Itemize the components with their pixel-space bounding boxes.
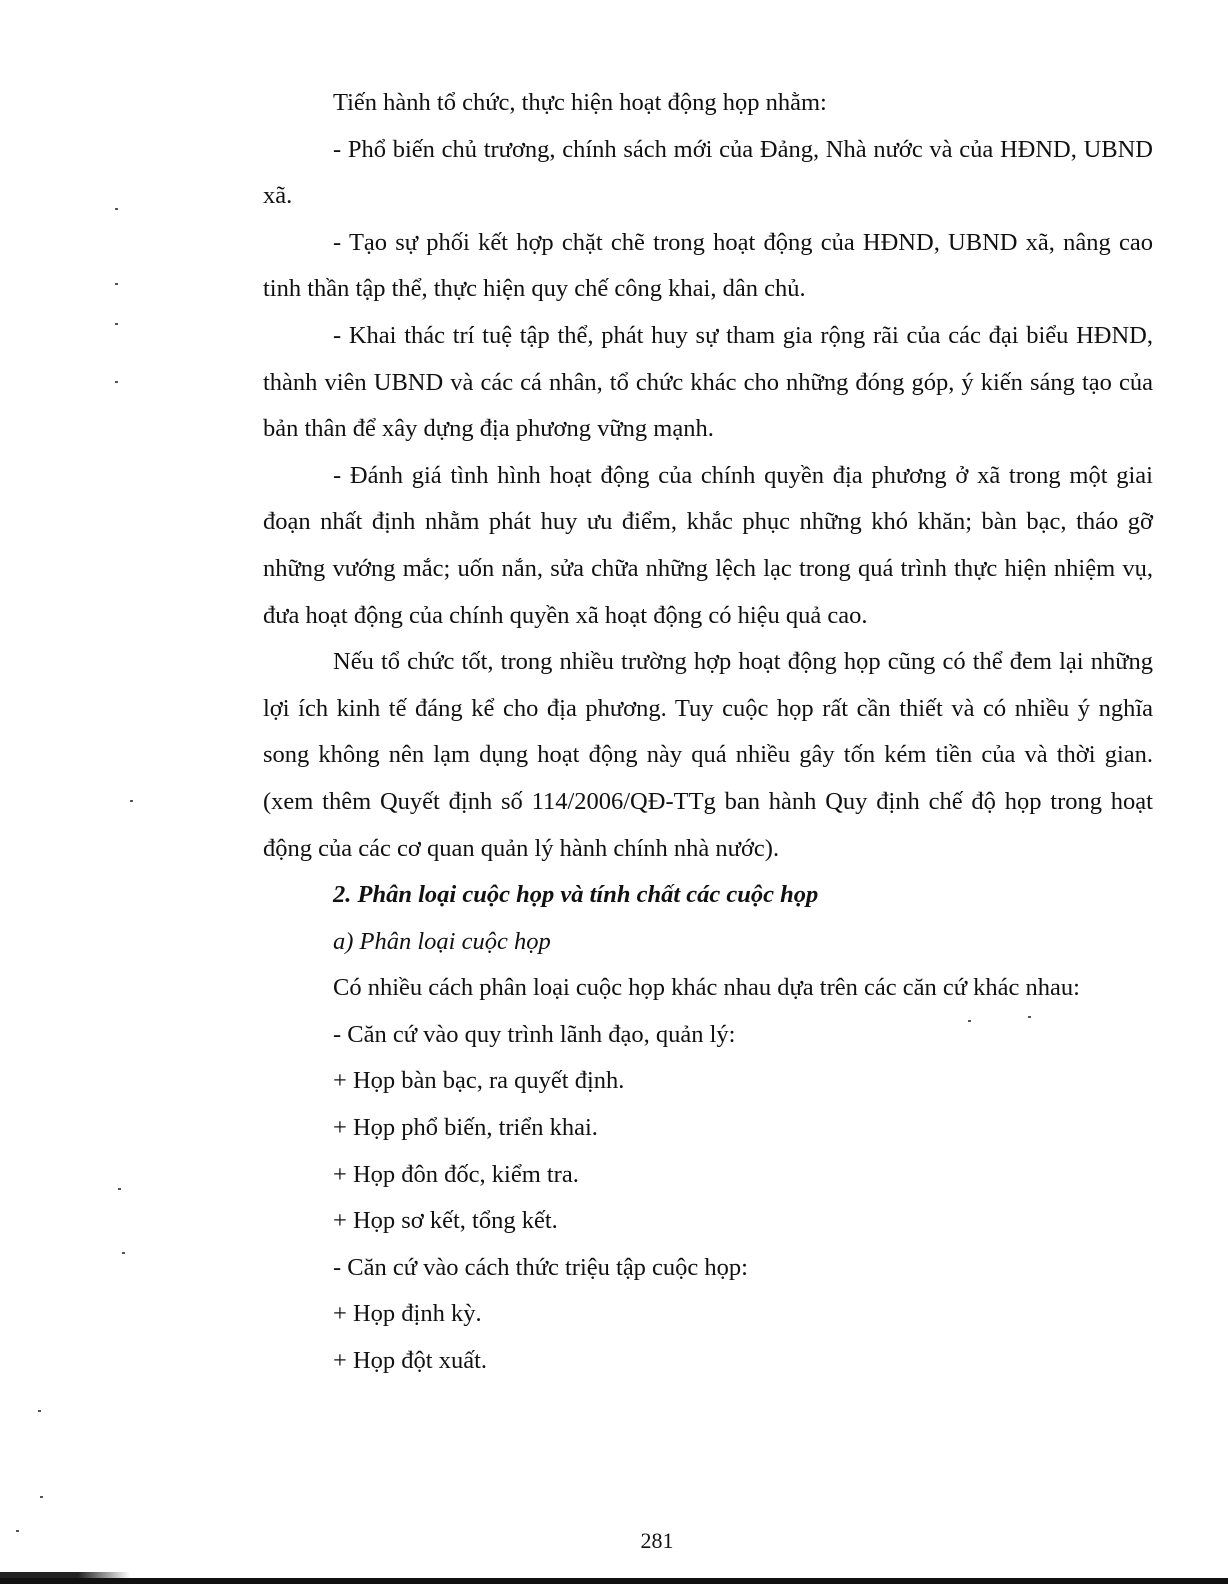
- paragraph: - Đánh giá tình hình hoạt động của chính quyền địa phương ở xã trong một giai đoạn nhất định nhằm phát huy ưu điểm, khắc phục những khó khăn; bàn bạc, tháo gỡ những vướng mắc; uốn nắn, sửa chữa những lệch lạc trong quá trình thực hiện nhiệm vụ, đưa hoạt động của chính quyền xã hoạt động có hiệu quả cao.: [263, 461, 1153, 629]
- subsection-heading: a) Phân loại cuộc họp: [333, 927, 551, 955]
- list-item: + Họp đột xuất.: [333, 1347, 487, 1375]
- paragraph: - Tạo sự phối kết hợp chặt chẽ trong hoạt động của HĐND, UBND xã, nâng cao tinh thần tập thể, thực hiện quy chế công khai, dân chủ.: [263, 228, 1153, 303]
- scan-speck: [115, 381, 118, 383]
- scan-speck: [115, 283, 118, 285]
- page-body: [263, 80, 1153, 1385]
- scan-speck: [16, 1530, 19, 1532]
- paragraph: - Phổ biến chủ trương, chính sách mới của Đảng, Nhà nước và của HĐND, UBND xã.: [263, 135, 1153, 210]
- list-item: + Họp bàn bạc, ra quyết định.: [333, 1067, 625, 1095]
- scan-speck: [1028, 1016, 1031, 1018]
- list-item: - Căn cứ vào quy trình lãnh đạo, quản lý:: [333, 1020, 736, 1048]
- scan-speck: [115, 323, 118, 325]
- scan-speck: [122, 1252, 125, 1254]
- list-item: + Họp sơ kết, tổng kết.: [333, 1207, 558, 1235]
- list-item: + Họp định kỳ.: [333, 1300, 482, 1328]
- section-heading: 2. Phân loại cuộc họp và tính chất các cuộc họp: [333, 881, 819, 909]
- scan-speck: [118, 1188, 121, 1190]
- list-item: + Họp phổ biến, triển khai.: [333, 1114, 598, 1142]
- intro-line: Có nhiều cách phân loại cuộc họp khác nhau dựa trên các căn cứ khác nhau:: [333, 974, 1080, 1002]
- scan-speck: [40, 1496, 43, 1498]
- scan-speck: [115, 208, 118, 210]
- scan-speck: [38, 1410, 41, 1412]
- list-item: + Họp đôn đốc, kiểm tra.: [333, 1160, 579, 1188]
- bottom-edge-shadow: [0, 1578, 1228, 1584]
- scan-speck: [130, 800, 133, 802]
- page-number: 281: [640, 1528, 674, 1553]
- paragraph: Nếu tổ chức tốt, trong nhiều trường hợp hoạt động họp cũng có thể đem lại những lợi ích kinh tế đáng kể cho địa phương. Tuy cuộc họp rất cần thiết và có nhiều ý nghĩa song không nên lạm dụng hoạt động này quá nhiều gây tốn kém tiền của và thời gian. (xem thêm Quyết định số 114/2006/QĐ-TTg ban hành Quy định chế độ họp trong hoạt động của các cơ quan quản lý hành chính nhà nước).: [263, 648, 1153, 862]
- list-item: - Căn cứ vào cách thức triệu tập cuộc họp:: [333, 1253, 748, 1281]
- paragraph: Tiến hành tổ chức, thực hiện hoạt động họp nhằm:: [333, 89, 827, 116]
- paragraph: - Khai thác trí tuệ tập thể, phát huy sự tham gia rộng rãi của các đại biểu HĐND, thành viên UBND và các cá nhân, tổ chức khác cho những đóng góp, ý kiến sáng tạo của bản thân để xây dựng địa phương vững mạnh.: [263, 321, 1153, 443]
- scan-speck: [968, 1020, 971, 1022]
